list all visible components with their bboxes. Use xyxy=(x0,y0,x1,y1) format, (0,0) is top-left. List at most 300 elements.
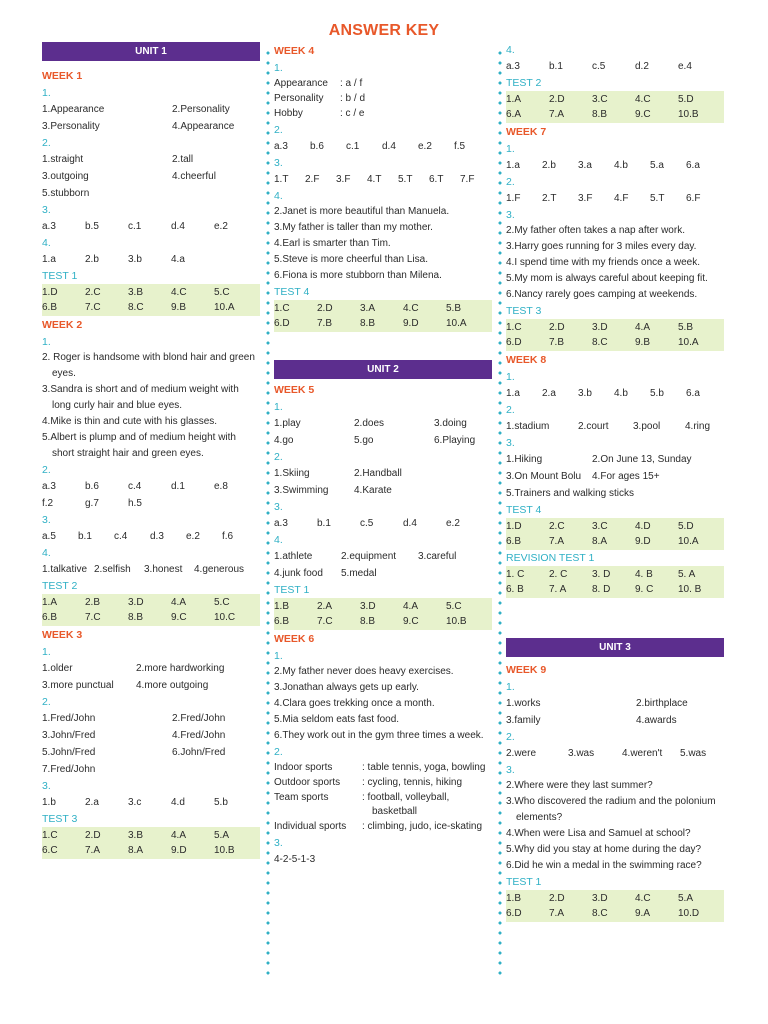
answer-row xyxy=(274,316,492,331)
answer-row xyxy=(42,168,260,185)
answer-cell: 1.a xyxy=(42,254,56,265)
answer-cell: 2. C xyxy=(549,569,568,580)
category-answer: : c / e xyxy=(340,108,365,119)
answer-cell: 9.C xyxy=(635,109,651,120)
category-row xyxy=(274,820,492,834)
answer-sentence: 5.Mia seldom eats fast food. xyxy=(274,714,400,725)
test-label: TEST 1 xyxy=(42,270,78,282)
category-name: Team sports xyxy=(274,792,329,803)
answer-cell: 3.D xyxy=(592,893,608,904)
answer-cell: 9.A xyxy=(635,908,651,919)
answer-row xyxy=(42,610,260,625)
answer-row xyxy=(506,468,724,485)
answer-cell: 4.C xyxy=(171,287,187,298)
answer-row xyxy=(42,843,260,858)
answer-row xyxy=(42,478,260,495)
answer-cell: 3.b xyxy=(128,254,142,265)
answer-row xyxy=(42,185,260,202)
answer-cell: 3.was xyxy=(568,748,595,759)
answer-cell: a.5 xyxy=(42,531,56,542)
answer-cell: 3.c xyxy=(128,797,142,808)
answer-cell: 3.F xyxy=(578,193,593,204)
exercise-number: 4. xyxy=(42,237,51,249)
category-answer: : b / d xyxy=(340,93,366,104)
answer-cell: d.1 xyxy=(171,481,185,492)
answer-cell: 7.Fred/John xyxy=(42,764,96,775)
answer-cell: 3.Personality xyxy=(42,121,100,132)
answer-cell: 8.C xyxy=(592,908,608,919)
answer-cell: 2.tall xyxy=(172,154,194,165)
answer-cell: 2.B xyxy=(85,597,101,608)
answer-cell: 9.B xyxy=(635,337,651,348)
answer-cell: b.5 xyxy=(85,221,99,232)
answer-cell: 9.D xyxy=(403,318,419,329)
week-title: WEEK 4 xyxy=(274,45,315,57)
test-label: TEST 2 xyxy=(506,77,542,89)
answer-cell: 4.go xyxy=(274,435,294,446)
answer-sentence: 2.My father never does heavy exercises. xyxy=(274,666,454,677)
answer-cell: 4.b xyxy=(614,388,628,399)
answer-cell: f.5 xyxy=(454,141,466,152)
answer-sentence: 5.Steve is more cheerful than Lisa. xyxy=(274,254,428,265)
answer-row xyxy=(42,495,260,512)
answer-cell: 3.honest xyxy=(144,564,183,575)
test-answer-band xyxy=(42,284,260,316)
week-title: WEEK 9 xyxy=(506,664,547,676)
answer-sentence: 6.Nancy rarely goes camping at weekends. xyxy=(506,289,698,300)
answer-cell: f.6 xyxy=(222,531,234,542)
answer-cell: 2.F xyxy=(305,174,320,185)
category-answer: : a / f xyxy=(340,78,363,89)
answer-cell: 8.B xyxy=(128,612,144,623)
week-title: WEEK 6 xyxy=(274,633,315,645)
answer-row xyxy=(506,567,724,582)
answer-cell: 6.B xyxy=(274,616,290,627)
test-label: TEST 4 xyxy=(274,286,310,298)
answer-cell: 5.b xyxy=(214,797,228,808)
answer-cell: 9. C xyxy=(635,584,654,595)
answer-cell: 2.C xyxy=(85,287,101,298)
answer-cell: 5.T xyxy=(398,174,413,185)
answer-cell: 5.A xyxy=(678,893,694,904)
week-title: WEEK 3 xyxy=(42,629,83,641)
answer-cell: h.5 xyxy=(128,498,142,509)
answer-cell: 2.b xyxy=(542,160,556,171)
answer-cell: 5.stubborn xyxy=(42,188,90,199)
answer-cell: 4.d xyxy=(171,797,185,808)
answer-row xyxy=(42,761,260,778)
answer-cell: 1.Hiking xyxy=(506,454,543,465)
answer-cell: 2.D xyxy=(85,830,101,841)
answer-cell: 6. B xyxy=(506,584,524,595)
answer-cell: 5.was xyxy=(680,748,707,759)
answer-row xyxy=(42,727,260,744)
answer-row xyxy=(506,534,724,549)
answer-sentence: 5.Why did you stay at home during the day? xyxy=(506,844,702,855)
answer-row xyxy=(506,92,724,107)
exercise-number: 1. xyxy=(506,371,515,383)
answer-cell: 7. A xyxy=(549,584,567,595)
answer-cell: 3.outgoing xyxy=(42,171,89,182)
answer-cell xyxy=(418,565,492,582)
answer-sentence: 3.Who discovered the radium and the polonium elements? xyxy=(506,796,716,823)
answer-row xyxy=(274,432,492,449)
answer-cell: 2.birthplace xyxy=(636,698,688,709)
answer-cell: 2.On June 13, Sunday xyxy=(592,454,692,465)
category-name: Personality xyxy=(274,93,324,104)
answer-cell: 4.ring xyxy=(685,421,711,432)
category-answer: : football, volleyball, basketball xyxy=(362,792,450,817)
answer-sentence: 4.I spend time with my friends once a week. xyxy=(506,257,700,268)
answer-cell: 6.C xyxy=(42,845,58,856)
answer-cell: 4.Appearance xyxy=(172,121,235,132)
answer-cell: 4.weren't xyxy=(622,748,663,759)
answer-row xyxy=(274,614,492,629)
answer-cell: 5.T xyxy=(650,193,665,204)
answer-sentence: 4.Earl is smarter than Tim. xyxy=(274,238,391,249)
exercise-number: 1. xyxy=(506,143,515,155)
test-answer-band xyxy=(274,598,492,630)
column-3 xyxy=(506,42,724,922)
answer-cell: d.4 xyxy=(382,141,396,152)
exercise-number: 3. xyxy=(274,501,283,513)
answer-cell: 6.T xyxy=(429,174,444,185)
answer-cell: 10.A xyxy=(446,318,467,329)
answer-row xyxy=(274,171,492,188)
answer-cell: 2.equipment xyxy=(341,551,397,562)
answer-row xyxy=(42,744,260,761)
answer-row xyxy=(274,851,492,868)
answer-row xyxy=(506,58,724,75)
answer-cell: 3.D xyxy=(592,322,608,333)
spacer xyxy=(506,598,724,638)
answer-cell: 2.were xyxy=(506,748,537,759)
answer-row xyxy=(274,301,492,316)
answer-row xyxy=(506,320,724,335)
answer-cell: 1.Fred/John xyxy=(42,713,96,724)
answer-cell: 3.D xyxy=(360,601,376,612)
answer-row xyxy=(42,828,260,843)
answer-cell: 5.B xyxy=(678,322,694,333)
answer-cell: 4.D xyxy=(635,521,651,532)
answer-cell: 2.Handball xyxy=(354,468,402,479)
answer-cell: 2.A xyxy=(317,601,333,612)
answer-cell: 2.a xyxy=(542,388,556,399)
answer-cell: 2.does xyxy=(354,418,385,429)
category-answer: : table tennis, yoga, bowling xyxy=(362,762,486,773)
answer-cell: 8.B xyxy=(360,616,376,627)
answer-cell: e.8 xyxy=(214,481,228,492)
answer-cell: 6.D xyxy=(506,908,522,919)
answer-row xyxy=(506,745,724,762)
answer-cell: 3. D xyxy=(592,569,611,580)
answer-cell: 10.C xyxy=(214,612,236,623)
answer-cell: 5.C xyxy=(214,287,230,298)
answer-cell: d.3 xyxy=(150,531,164,542)
answer-sentence: 6.Fiona is more stubborn than Milena. xyxy=(274,270,442,281)
answer-cell: 2.a xyxy=(85,797,99,808)
answer-row xyxy=(506,335,724,350)
answer-sentence: 5.Albert is plump and of medium height with short straight hair and green eyes. xyxy=(42,432,236,459)
answer-cell: 4.generous xyxy=(194,564,245,575)
answer-cell: 4.cheerful xyxy=(172,171,216,182)
exercise-number: 4. xyxy=(506,44,515,56)
test-label: TEST 1 xyxy=(274,584,310,596)
exercise-number: 1. xyxy=(42,336,51,348)
answer-cell: 1.a xyxy=(506,160,520,171)
exercise-number: 3. xyxy=(274,837,283,849)
answer-cell: 5.C xyxy=(446,601,462,612)
answer-cell: 9.C xyxy=(403,616,419,627)
test-answer-band xyxy=(506,91,724,123)
test-label: TEST 3 xyxy=(506,305,542,317)
category-row xyxy=(274,107,492,121)
answer-cell: 2.D xyxy=(549,893,565,904)
answer-cell: 5.go xyxy=(354,435,374,446)
answer-cell: 4.Fred/John xyxy=(172,730,226,741)
answer-cell: 8.C xyxy=(128,302,144,313)
answer-cell: 9.C xyxy=(171,612,187,623)
answer-cell: 5.medal xyxy=(341,568,377,579)
week-title: WEEK 5 xyxy=(274,384,315,396)
answer-cell: c.1 xyxy=(128,221,142,232)
answer-cell: 3.family xyxy=(506,715,541,726)
answer-sentence: 2.My father often takes a nap after work. xyxy=(506,225,685,236)
test-answer-band xyxy=(274,300,492,332)
answer-cell: 1.works xyxy=(506,698,541,709)
exercise-number: 1. xyxy=(274,62,283,74)
answer-cell: 3.b xyxy=(578,388,592,399)
answer-cell: 1.A xyxy=(42,597,58,608)
answer-cell: 3.doing xyxy=(434,418,467,429)
answer-cell xyxy=(172,761,260,778)
answer-cell: e.2 xyxy=(418,141,432,152)
answer-sentence: 2.Janet is more beautiful than Manuela. xyxy=(274,206,450,217)
answer-cell: c.1 xyxy=(346,141,360,152)
answer-cell: 9.D xyxy=(171,845,187,856)
answer-cell: g.7 xyxy=(85,498,99,509)
spacer xyxy=(274,332,492,360)
answer-row xyxy=(42,710,260,727)
exercise-number: 1. xyxy=(274,401,283,413)
answer-row xyxy=(42,101,260,118)
answer-cell: 6.D xyxy=(274,318,290,329)
exercise-number: 1. xyxy=(42,87,51,99)
answer-cell: 3.B xyxy=(128,287,144,298)
answer-row xyxy=(42,118,260,135)
answer-cell: 5.b xyxy=(650,388,664,399)
category-row xyxy=(274,761,492,775)
answer-row xyxy=(42,677,260,694)
answer-cell: f.2 xyxy=(42,498,54,509)
answer-cell: 7.F xyxy=(460,174,475,185)
answer-cell: 2.Personality xyxy=(172,104,230,115)
column-2 xyxy=(274,42,492,868)
exercise-number: 2. xyxy=(506,176,515,188)
answer-cell: 1.D xyxy=(42,287,58,298)
answer-cell: 2.D xyxy=(549,94,565,105)
exercise-number: 2. xyxy=(42,696,51,708)
answer-cell: 4.more outgoing xyxy=(136,680,209,691)
answer-row xyxy=(274,415,492,432)
answer-cell: 6.F xyxy=(686,193,701,204)
answer-row xyxy=(42,300,260,315)
column-divider-left xyxy=(266,48,270,978)
answer-cell: 9.B xyxy=(171,302,187,313)
exercise-number: 4. xyxy=(274,190,283,202)
answer-cell: 10.B xyxy=(214,845,235,856)
category-name: Appearance xyxy=(274,78,328,89)
answer-cell: 5.Trainers and walking sticks xyxy=(506,488,635,499)
answer-cell: 7.B xyxy=(317,318,333,329)
category-name: Individual sports xyxy=(274,821,347,832)
answer-cell: 8.B xyxy=(592,109,608,120)
answer-cell: 6.John/Fred xyxy=(172,747,226,758)
answer-cell: 1.F xyxy=(506,193,521,204)
answer-cell: 1.C xyxy=(506,322,522,333)
answer-sentence: 6.They work out in the gym three times a week. xyxy=(274,730,484,741)
exercise-number: 2. xyxy=(506,404,515,416)
answer-cell: 6.a xyxy=(686,388,700,399)
answer-row xyxy=(506,519,724,534)
answer-cell: 4.b xyxy=(614,160,628,171)
answer-cell: 4.A xyxy=(171,830,187,841)
answer-cell: 7.C xyxy=(85,302,101,313)
answer-cell: 8.B xyxy=(360,318,376,329)
answer-cell: 2.court xyxy=(578,421,609,432)
answer-cell: a.3 xyxy=(274,141,288,152)
answer-row xyxy=(506,485,724,502)
answer-cell: 6.Playing xyxy=(434,435,476,446)
answer-cell: 6.a xyxy=(686,160,700,171)
answer-cell: 3.F xyxy=(336,174,351,185)
answer-cell: c.5 xyxy=(360,518,374,529)
category-answer: : climbing, judo, ice-skating xyxy=(362,821,483,832)
answer-cell: b.1 xyxy=(78,531,92,542)
answer-cell: 5.a xyxy=(650,160,664,171)
answer-row xyxy=(506,385,724,402)
answer-cell: d.2 xyxy=(635,61,649,72)
answer-cell: e.2 xyxy=(446,518,460,529)
column-1 xyxy=(42,42,260,859)
test-label: TEST 4 xyxy=(506,504,542,516)
answer-cell: 7.A xyxy=(85,845,101,856)
answer-row xyxy=(506,418,724,435)
category-row xyxy=(274,791,492,819)
answer-cell: b.1 xyxy=(317,518,331,529)
exercise-number: 4. xyxy=(274,534,283,546)
category-name: Outdoor sports xyxy=(274,777,341,788)
answer-cell: 7.A xyxy=(549,109,565,120)
answer-cell: 2.more hardworking xyxy=(136,663,225,674)
answer-cell: 4.For ages 15+ xyxy=(592,471,660,482)
unit-header: UNIT 3 xyxy=(506,638,724,657)
answer-cell: 1. C xyxy=(506,569,525,580)
answer-cell: 3.C xyxy=(592,94,608,105)
answer-sentence: 4.Clara goes trekking once a month. xyxy=(274,698,435,709)
category-answer: : cycling, tennis, hiking xyxy=(362,777,463,788)
exercise-number: 3. xyxy=(506,437,515,449)
answer-cell: 4.C xyxy=(403,303,419,314)
answer-cell: 5.A xyxy=(214,830,230,841)
answer-cell: 8.A xyxy=(592,536,608,547)
answer-row xyxy=(274,138,492,155)
answer-cell: 7.C xyxy=(85,612,101,623)
exercise-number: 3. xyxy=(42,204,51,216)
answer-cell xyxy=(171,495,214,512)
answer-sentence: 5.My mom is always careful about keeping fit. xyxy=(506,273,708,284)
answer-cell: 3.John/Fred xyxy=(42,730,96,741)
answer-cell: 3.pool xyxy=(633,421,661,432)
answer-cell: b.1 xyxy=(549,61,563,72)
answer-cell: 8.A xyxy=(128,845,144,856)
answer-row xyxy=(42,218,260,235)
answer-cell: 5.D xyxy=(678,94,694,105)
answer-cell: 10.B xyxy=(678,109,699,120)
answer-row xyxy=(506,712,724,729)
answer-cell: 2.b xyxy=(85,254,99,265)
answer-cell: 6.B xyxy=(42,302,58,313)
week-title: WEEK 7 xyxy=(506,126,547,138)
answer-cell: 1.C xyxy=(42,830,58,841)
answer-cell: c.4 xyxy=(128,481,142,492)
category-row xyxy=(274,77,492,91)
answer-row xyxy=(506,107,724,122)
answer-cell: 4.junk food xyxy=(274,568,323,579)
answer-cell: 6.A xyxy=(506,109,522,120)
answer-row xyxy=(274,515,492,532)
answer-row xyxy=(274,599,492,614)
page-title: ANSWER KEY xyxy=(328,22,440,39)
exercise-number: 4. xyxy=(42,547,51,559)
answer-cell: d.4 xyxy=(403,518,417,529)
answer-cell: 1.Skiing xyxy=(274,468,310,479)
answer-cell: e.4 xyxy=(678,61,692,72)
answer-cell: 4.C xyxy=(635,94,651,105)
answer-cell: 1.straight xyxy=(42,154,84,165)
answer-row xyxy=(506,906,724,921)
test-answer-band xyxy=(506,566,724,598)
answer-row xyxy=(42,285,260,300)
answer-cell: d.4 xyxy=(171,221,185,232)
answer-row xyxy=(42,151,260,168)
answer-cell xyxy=(214,495,260,512)
answer-cell: 8. D xyxy=(592,584,611,595)
answer-cell: 4-2-5-1-3 xyxy=(274,854,316,865)
answer-cell: 7.B xyxy=(549,337,565,348)
answer-cell: 1.older xyxy=(42,663,73,674)
answer-cell: 1.C xyxy=(274,303,290,314)
column-divider-right xyxy=(498,48,502,978)
exercise-number: 2. xyxy=(506,731,515,743)
answer-cell: e.2 xyxy=(214,221,228,232)
answer-cell: a.3 xyxy=(42,221,56,232)
test-label: TEST 3 xyxy=(42,813,78,825)
answer-cell: a.3 xyxy=(506,61,520,72)
answer-cell: 4.a xyxy=(171,254,185,265)
week-title: WEEK 2 xyxy=(42,319,83,331)
answer-row xyxy=(274,565,492,582)
answer-row xyxy=(506,891,724,906)
answer-cell: 1.D xyxy=(506,521,522,532)
exercise-number: 1. xyxy=(42,646,51,658)
answer-row xyxy=(42,595,260,610)
test-answer-band xyxy=(506,319,724,351)
exercise-number: 3. xyxy=(274,157,283,169)
answer-row xyxy=(42,660,260,677)
answer-cell: 3.D xyxy=(128,597,144,608)
answer-cell: 7.A xyxy=(549,908,565,919)
